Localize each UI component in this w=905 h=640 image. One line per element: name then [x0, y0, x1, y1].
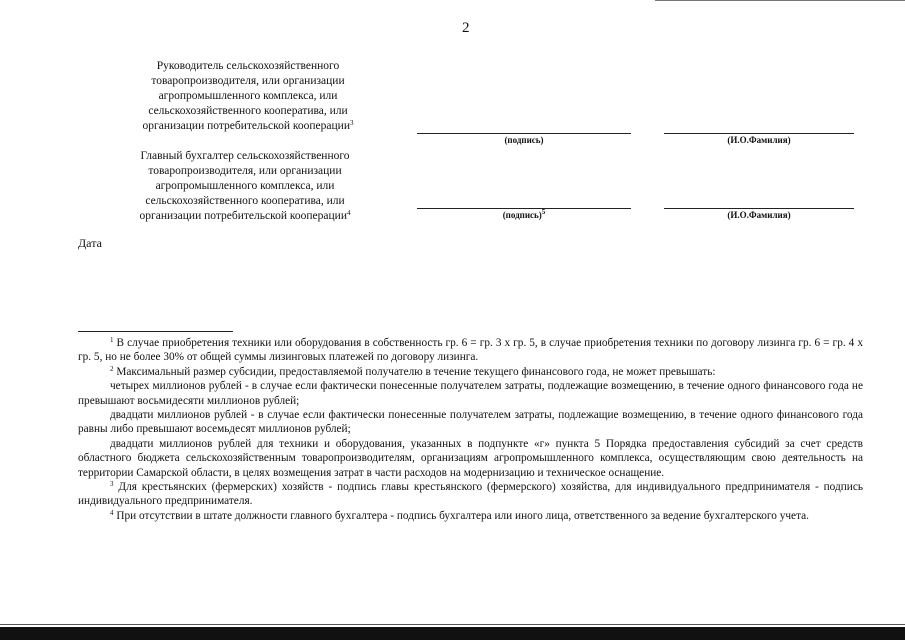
signature-caption: (подпись)	[504, 135, 544, 145]
date-label: Дата	[78, 236, 102, 250]
signatory-line: организации потребительской кооперации$^4$	[139, 209, 351, 222]
footnote-2-item: четырех миллионов рублей - в случае если фактически понесенные получателем затраты, подлежащие возмещению, в течение одного финансового года не превышают восьмидесяти миллионов рублей;	[78, 380, 863, 407]
signature-caption: (подпись)$^5$	[502, 208, 546, 220]
footnotes	[78, 336, 863, 523]
footnote-2-item: двадцати миллионов рублей для техники и оборудования, указанных в подпункте «г» пункта 5 Порядка предоставления субсидий за счет средств областного бюджета сельскохозяйственным товаропроизводителям, организациям агропромышленного комплекса, осуществляющим свою деятельность на территории Самарской области, в целях возмещения затрат в части расходов на модернизацию и техническое оснащение.	[78, 437, 863, 479]
name-line	[664, 208, 854, 209]
signatory-line: Руководитель сельскохозяйственного	[156, 60, 340, 72]
name-line	[664, 133, 854, 134]
footnote-2: $^2$ Максимальный размер субсидии, предоставляемой получателю в течение текущего финансового года, не может превышать:	[110, 364, 716, 378]
footnote-ref: 4	[346, 209, 351, 217]
signatory-line: товаропроизводителя, или организации	[148, 165, 342, 177]
footnote-ref: 5	[541, 208, 546, 216]
footnote-2-item: двадцати миллионов рублей - в случае если фактически понесенные получателем затраты, подлежащие возмещению, в течение одного финансового года равны либо превышают восемьдесят миллионов рублей;	[78, 409, 863, 436]
footnote-1: $^1$ В случае приобретения техники или оборудования в собственность гр. 6 = гр. 3 х гр. 5, в случае приобретения техники по договору лизинга гр. 6 = гр. 4 х гр. 5, но не более 30% от общей суммы лизинговых платежей по договору лизинга.	[78, 336, 863, 364]
signatory-line: сельскохозяйственного кооператива, или	[148, 105, 348, 117]
footnote-mark: 1	[110, 336, 114, 344]
footnote-mark: 3	[110, 480, 114, 489]
signatory-head-label	[118, 59, 378, 134]
footnote-mark: 2	[110, 364, 114, 373]
footnote-3: $^3$ Для крестьянских (фермерских) хозяйств - подпись главы крестьянского (фермерского) хозяйства, для индивидуального предпринимателя - подпись индивидуального предпринимателя.	[78, 480, 863, 508]
signatory-line: агропромышленного комплекса, или	[158, 90, 338, 102]
name-caption: (И.О.Фамилия)	[727, 210, 791, 220]
page-number: 2	[462, 20, 470, 36]
signatory-line: сельскохозяйственного кооператива, или	[145, 195, 345, 207]
signatory-line: Главный бухгалтер сельскохозяйственного	[140, 150, 350, 162]
signatory-line: агропромышленного комплекса, или	[155, 180, 335, 192]
footnote-ref: 3	[349, 119, 354, 127]
bottom-scan-edge	[0, 627, 905, 640]
footnote-4: $^4$ При отсутствии в штате должности главного бухгалтера - подпись бухгалтера или иного лица, ответственного за ведение бухгалтерского учета.	[110, 508, 809, 522]
signatory-line: товаропроизводителя, или организации	[151, 75, 345, 87]
signatory-line: организации потребительской кооперации$^3$	[142, 119, 354, 132]
top-edge-rule	[655, 0, 905, 1]
signature-line	[417, 208, 631, 209]
signature-line	[417, 133, 631, 134]
footnote-mark: 4	[110, 508, 114, 517]
bottom-scan-rule	[0, 624, 905, 625]
footnote-separator	[78, 331, 233, 332]
signatory-accountant-label	[115, 149, 375, 224]
name-caption: (И.О.Фамилия)	[727, 135, 791, 145]
